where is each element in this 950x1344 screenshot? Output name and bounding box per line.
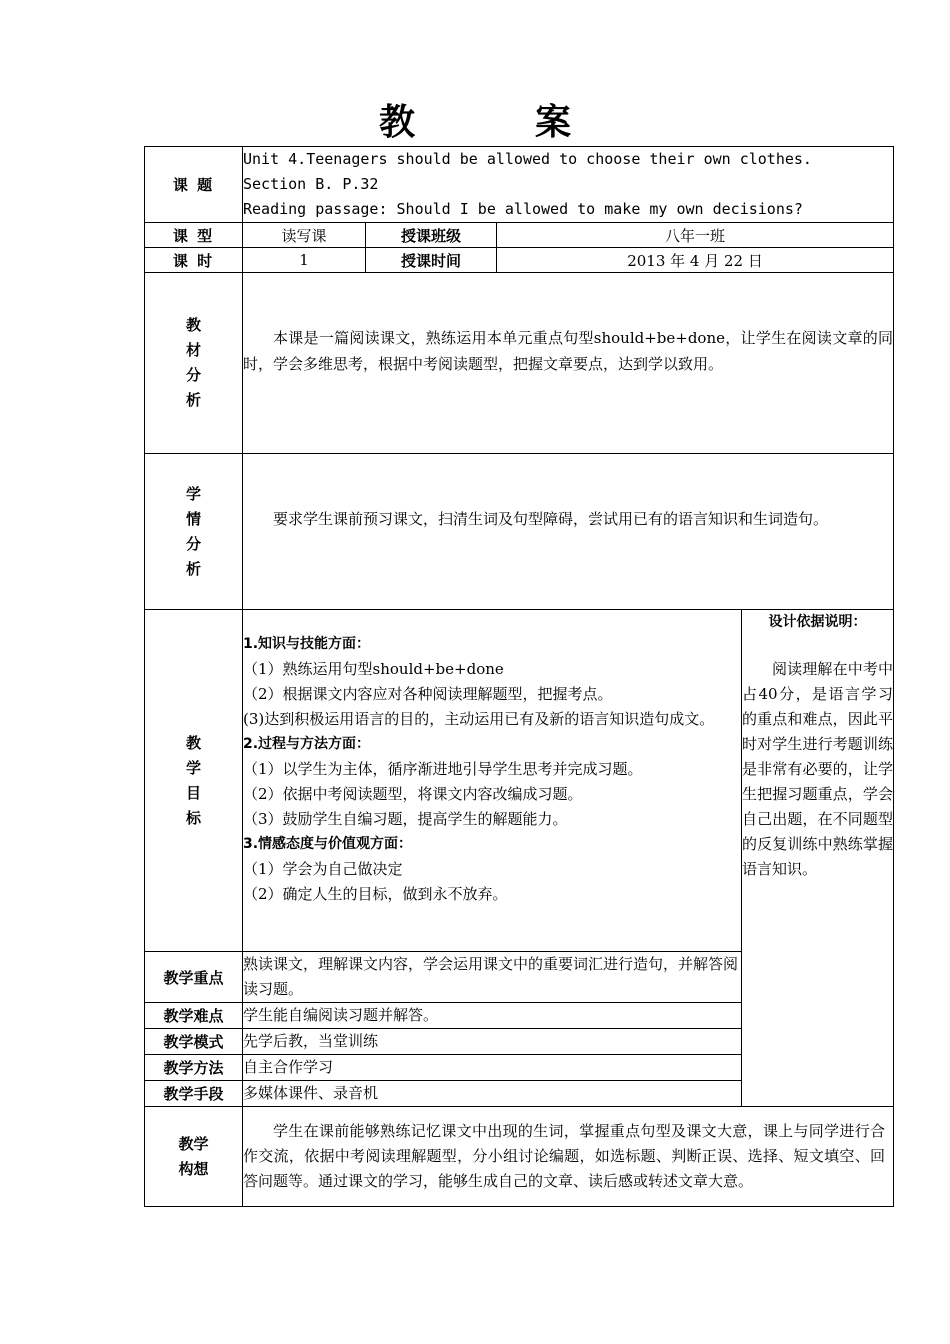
type-label: 课 型 xyxy=(145,223,243,248)
method-text: 自主合作学习 xyxy=(243,1055,742,1081)
key-text: 熟读课文，理解课文内容，学会运用课文中的重要词汇进行造句，并解答阅读习题。 xyxy=(243,952,742,1003)
type-row xyxy=(145,223,894,248)
design-basis-heading: 设计依据说明： xyxy=(768,614,867,630)
idea-label: 教学 构想 xyxy=(145,1107,243,1207)
type-value: 读写课 xyxy=(243,223,366,248)
page-title xyxy=(0,98,950,148)
material-text: 本课是一篇阅读课文，熟练运用本单元重点句型should+be+done，让学生在阅读文章的同时，学会多维思考，根据中考阅读题型，把握文章要点，达到学以致用。 xyxy=(243,273,894,454)
goals-text xyxy=(243,610,742,952)
goals-heading-2: 2.过程与方法方面： xyxy=(243,736,371,752)
goals-heading-3: 3.情感态度与价值观方面： xyxy=(243,836,413,852)
students-text: 要求学生课前预习课文，扫清生词及句型障碍，尝试用已有的语言知识和生词造句。 xyxy=(243,454,894,610)
topic-line-1: Unit 4.Teenagers should be allowed to choose their own clothes. xyxy=(243,150,812,168)
title-char-left: 教 xyxy=(378,102,415,143)
method-label: 教学方法 xyxy=(145,1055,243,1081)
difficulty-label: 教学难点 xyxy=(145,1003,243,1029)
lesson-plan-table xyxy=(144,146,894,1207)
topic-label: 课 题 xyxy=(145,147,243,223)
goals-p1: （1）以学生为主体，循序渐进地引导学生思考并完成习题。 xyxy=(243,760,643,778)
goals-k1: （1）熟练运用句型should+be+done xyxy=(243,660,504,678)
goals-e1: （1）学会为自己做决定 xyxy=(243,860,403,878)
difficulty-text: 学生能自编阅读习题并解答。 xyxy=(243,1003,742,1029)
goals-p3: （3）鼓励学生自编习题，提高学生的解题能力。 xyxy=(243,810,568,828)
period-label: 课 时 xyxy=(145,248,243,273)
mode-label: 教学模式 xyxy=(145,1029,243,1055)
period-value: 1 xyxy=(243,248,366,273)
class-label: 授课班级 xyxy=(366,223,497,248)
students-label: 学 情 分 析 xyxy=(145,454,243,610)
goals-label: 教 学 目 标 xyxy=(145,610,243,952)
means-text: 多媒体课件、录音机 xyxy=(243,1081,742,1107)
means-label: 教学手段 xyxy=(145,1081,243,1107)
students-row xyxy=(145,454,894,610)
goals-row xyxy=(145,610,894,952)
design-basis-cell xyxy=(742,610,894,1107)
goals-e2: （2）确定人生的目标，做到永不放弃。 xyxy=(243,885,508,903)
goals-heading-1: 1.知识与技能方面： xyxy=(243,636,371,652)
key-label: 教学重点 xyxy=(145,952,243,1003)
topic-line-3: Reading passage: Should I be allowed to make my own decisions? xyxy=(243,200,803,218)
idea-row xyxy=(145,1107,894,1207)
mode-text: 先学后教，当堂训练 xyxy=(243,1029,742,1055)
period-row xyxy=(145,248,894,273)
time-label: 授课时间 xyxy=(366,248,497,273)
idea-text: 学生在课前能够熟练记忆课文中出现的生词，掌握重点句型及课文大意，课上与同学进行合作交流，依据中考阅读理解题型，分小组讨论编题，如选标题、判断正误、选择、短文填空、回答问题等。通过课文的学习，能够生成自己的文章、读后感或转述文章大意。 xyxy=(243,1107,894,1207)
topic-line-2: Section B. P.32 xyxy=(243,175,379,193)
class-value: 八年一班 xyxy=(497,223,894,248)
material-label: 教 材 分 析 xyxy=(145,273,243,454)
topic-cell xyxy=(243,147,894,223)
goals-k3: (3)达到积极运用语言的目的，主动运用已有及新的语言知识造句成文。 xyxy=(243,710,715,728)
time-value: 2013 年 4 月 22 日 xyxy=(497,248,894,273)
goals-p2: （2）依据中考阅读题型，将课文内容改编成习题。 xyxy=(243,785,583,803)
material-row xyxy=(145,273,894,454)
goals-k2: （2）根据课文内容应对各种阅读理解题型，把握考点。 xyxy=(243,685,613,703)
design-basis-text: 阅读理解在中考中占40分，是语言学习的重点和难点，因此平时对学生进行考题训练是非常有必要的，让学生把握习题重点，学会自己出题，在不同题型的反复训练中熟练掌握语言知识。 xyxy=(742,660,894,878)
title-char-right: 案 xyxy=(535,102,572,143)
topic-row xyxy=(145,147,894,223)
